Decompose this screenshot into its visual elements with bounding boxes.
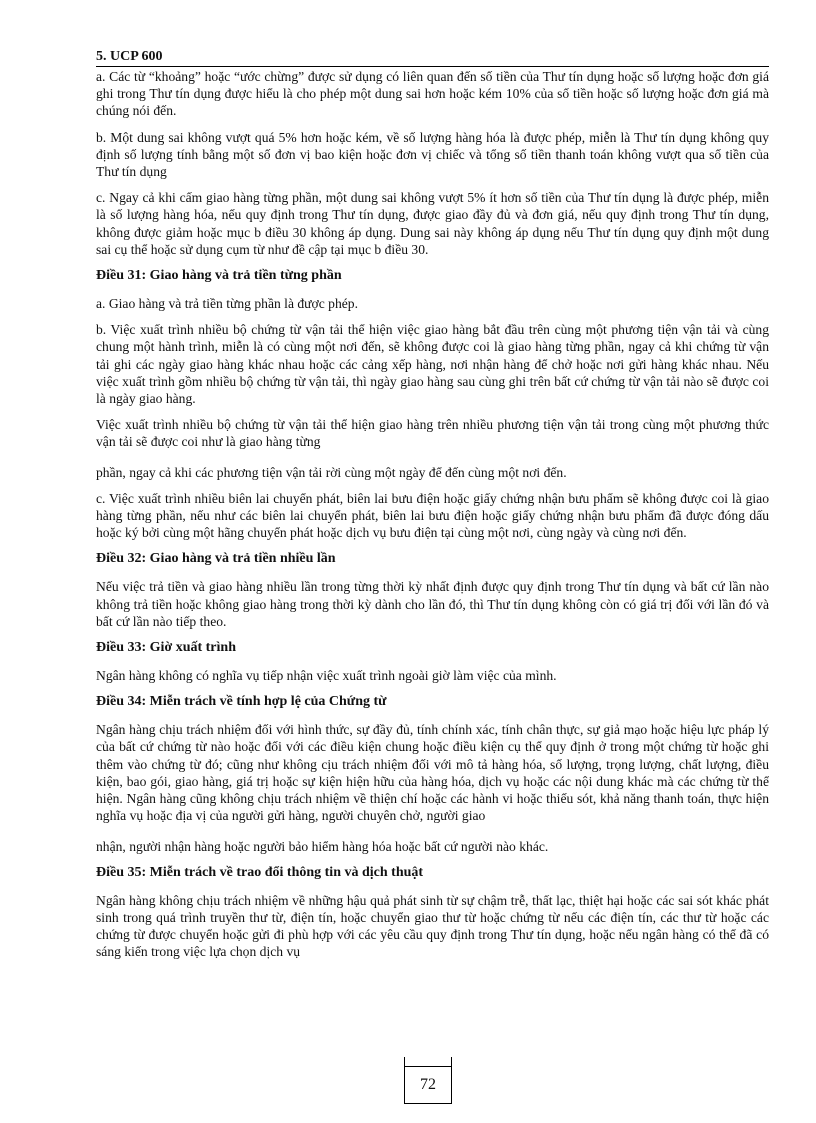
paragraph-34: Ngân hàng chịu trách nhiệm đối với hình thức, sự đầy đủ, tính chính xác, tính chân thực, sự giả mạo hoặc hiệu lực pháp lý của bất cứ chứng từ nào hoặc đối với các điều kiện chung hoặc điều kiện cụ thể quy định ở trong một chứng từ hoặc ghi thêm vào chứng từ đó; cũng như không cịu trách nhiệm đối với mô tả hàng hóa, số lượng, trọng lượng, chất lượng, điều kiện, bao gói, giao hàng, giá trị hoặc sự kiện hiện hữu của hàng hóa, dịch vụ hoặc các nội dung khác mà các chứng từ thể hiện. Ngân hàng cũng không chịu trách nhiệm về thiện chí hoặc các hành vi hoặc thiếu sót, khả năng thanh toán, thực hiện nghĩa vụ hoặc địa vị của người gửi hàng, người chuyên chở, người giao xyxy=(96,722,769,824)
paragraph-31b-continued: Việc xuất trình nhiều bộ chứng từ vận tải thể hiện giao hàng trên nhiều phương tiện vận tải trong cùng một phương thức vận tải sẽ được coi như là giao hàng từng xyxy=(96,417,769,450)
heading-article-32: Điều 32: Giao hàng và trả tiền nhiều lần xyxy=(96,551,336,567)
paragraph-34-continued: nhận, người nhận hàng hoặc người bảo hiểm hàng hóa hoặc bất cứ người nào khác. xyxy=(96,838,549,854)
paragraph-31b-continued-2: phần, ngay cả khi các phương tiện vận tải rời cùng một ngày để đến cùng một nơi đến. xyxy=(96,464,567,480)
heading-article-34: Điều 34: Miễn trách về tính hợp lệ của Chứng từ xyxy=(96,694,387,710)
section-header: 5. UCP 600 xyxy=(96,49,769,67)
paragraph-31c: c. Việc xuất trình nhiều biên lai chuyển phát, biên lai bưu điện hoặc giấy chứng nhận bưu phẩm sẽ không được coi là giao hàng từng phần, nếu như các biên lai chuyển phát, biên lai bưu điện hoặc giấy chứng nhận bưu phẩm đã được đóng dấu hoặc ký bởi cùng một hãng chuyển phát hoặc dịch vụ bưu điện tại cùng một nơi, cùng ngày và cùng nơi đến. xyxy=(96,490,769,541)
paragraph-33: Ngân hàng không có nghĩa vụ tiếp nhận việc xuất trình ngoài giờ làm việc của mình. xyxy=(96,668,557,684)
page-number-connector xyxy=(404,1057,452,1066)
paragraph-35: Ngân hàng không chịu trách nhiệm về những hậu quả phát sinh từ sự chậm trễ, thất lạc, thiệt hại hoặc các sai sót khác phát sinh trong quá trình truyền thư từ, điện tín, hoặc chuyển giao thư từ hoặc chứng từ nếu các điện tín, các thư từ hoặc các chứng từ được chuyển hoặc gửi đi phù hợp với các yêu cầu quy định trong Thư tín dụng, hoặc nếu ngân hàng có thể đã có sáng kiến trong việc lựa chọn dịch vụ xyxy=(96,892,769,960)
page-content xyxy=(96,49,769,970)
paragraph-10a: a. Các từ “khoảng” hoặc “ước chừng” được sử dụng có liên quan đến số tiền của Thư tín dụng hoặc số lượng hoặc đơn giá ghi trong Thư tín dụng được hiểu là cho phép một dung sai hơn hoặc kém 10% của số tiền hoặc số lượng hoặc đơn giá mà chúng nói đến. xyxy=(96,69,769,119)
paragraph-10c: c. Ngay cả khi cấm giao hàng từng phần, một dung sai không vượt 5% ít hơn số tiền của Thư tín dụng là được phép, miễn là số lượng hàng hóa, nếu quy định trong Thư tín dụng, được giao đầy đủ và đơn giá, nếu quy định trong Thư tín dụng, không được giảm hoặc mục b điều 30 không áp dụng. Dung sai này không áp dụng nếu Thư tín dụng quy định một dung sai cụ thể hoặc sử dụng cụm từ như đề cập tại mục b điều 30. xyxy=(96,190,769,257)
paragraph-10b: b. Một dung sai không vượt quá 5% hơn hoặc kém, về số lượng hàng hóa là được phép, miễn là Thư tín dụng không quy định số lượng tính bằng một số đơn vị bao kiện hoặc đơn vị chiếc và tổng số tiền thanh toán không vượt qua số tiền của Thư tín dụng xyxy=(96,129,769,180)
paragraph-31a: a. Giao hàng và trả tiền từng phần là được phép. xyxy=(96,296,358,312)
paragraph-32: Nếu việc trả tiền và giao hàng nhiều lần trong từng thời kỳ nhất định được quy định trong Thư tín dụng và bất cứ lần nào không trả tiền hoặc không giao hàng trong thời kỳ dành cho lần đó, thì Thư tín dụng không còn có giá trị đối với lần đó và bất cứ lần nào tiếp theo. xyxy=(96,579,769,629)
heading-article-31: Điều 31: Giao hàng và trả tiền từng phần xyxy=(96,268,342,284)
paragraph-31b: b. Việc xuất trình nhiều bộ chứng từ vận tải thể hiện việc giao hàng bắt đầu trên cùng một phương tiện vận tải và cùng chung một hành trình, miễn là có cùng một nơi đến, sẽ không được coi là giao hàng từng phần, ngay cả khi chứng từ vận tải ghi các ngày giao hàng khác nhau hoặc các cảng xếp hàng, nơi nhận hàng để chở hoặc nơi gửi hàng khác nhau. Nếu việc xuất trình gồm nhiều bộ chứng từ vận tải, thì ngày giao hàng sau cùng ghi trên bất cứ chứng từ vận tải nào sẽ được coi là ngày giao hàng. xyxy=(96,322,769,407)
heading-article-33: Điều 33: Giờ xuất trình xyxy=(96,640,236,656)
page-number: 72 xyxy=(404,1066,452,1104)
heading-article-35: Điều 35: Miễn trách về trao đổi thông tin và dịch thuật xyxy=(96,864,424,880)
